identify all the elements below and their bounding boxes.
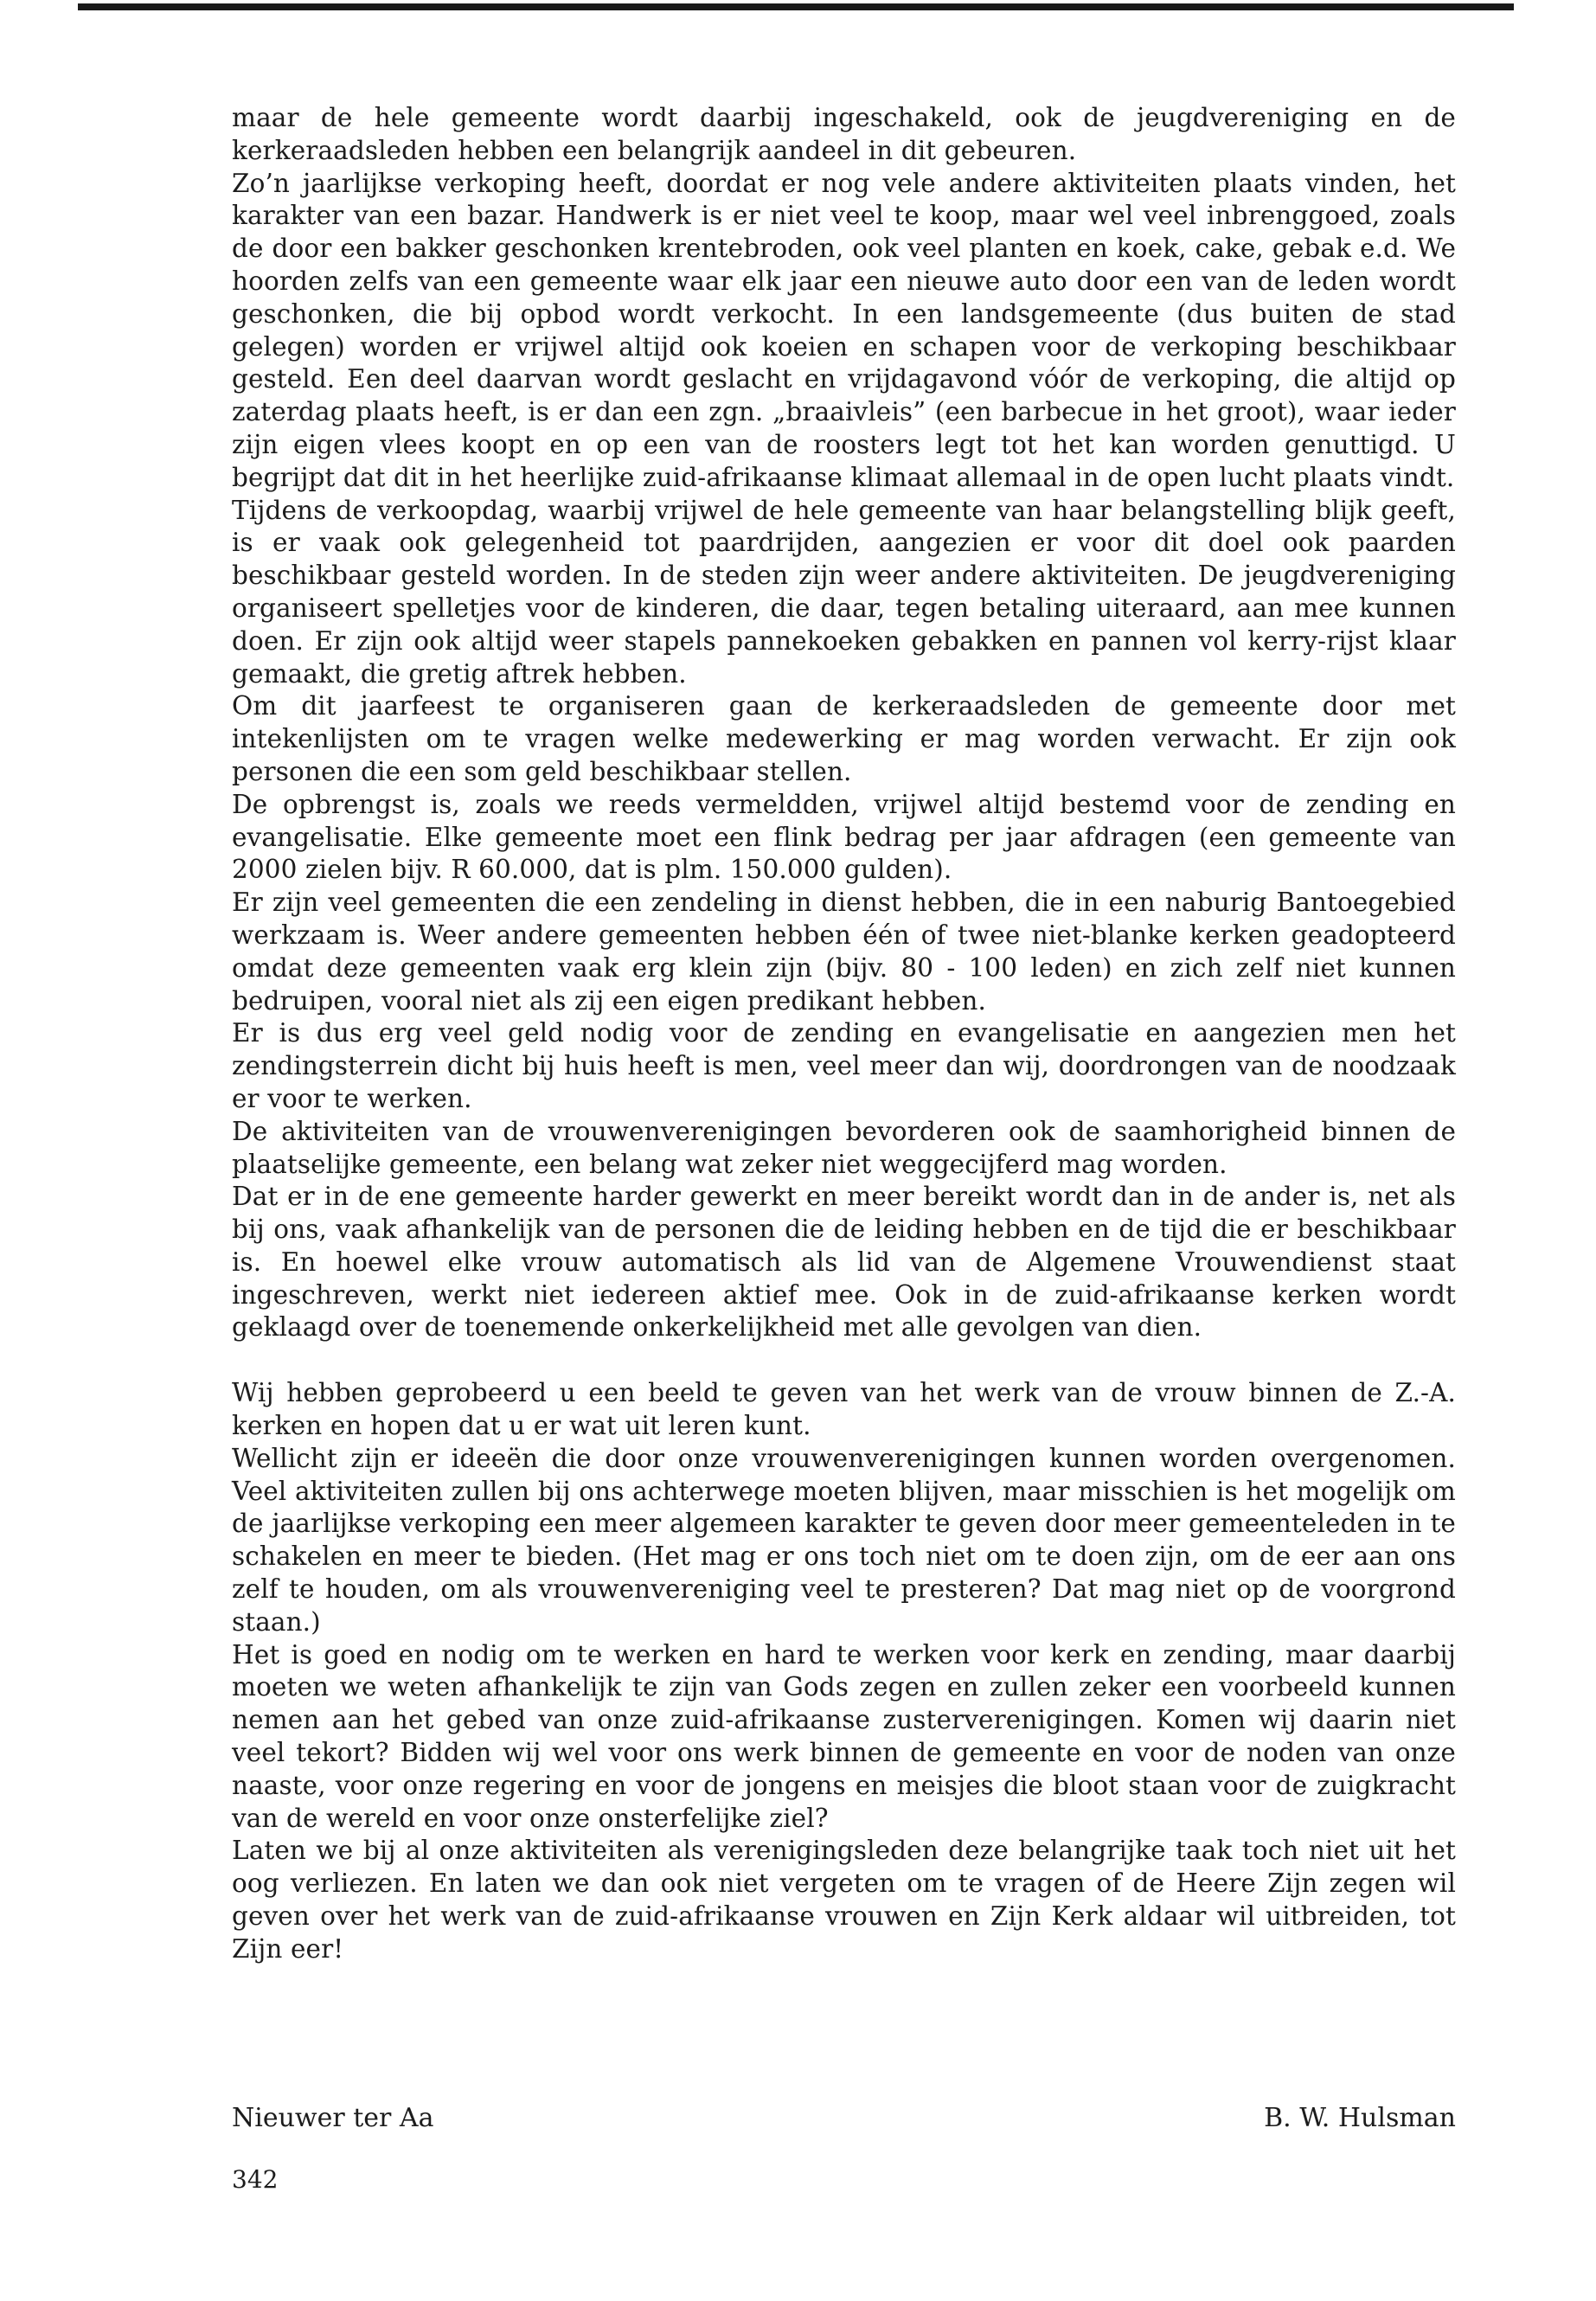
signature-line [232, 2102, 1456, 2135]
paragraph-5: De opbrengst is, zoals we reeds vermeldden, vrijwel altijd bestemd voor de zending en evangelisatie. Elke gemeente moet een flink bedrag per jaar afdragen (een gemeente van 2000 zielen bijv. R 60.000, dat is plm. 150.000 gulden). [232, 789, 1456, 885]
paragraph-13: Laten we bij al onze aktiviteiten als verenigingsleden deze belangrijke taak toch niet uit het oog verliezen. En laten we dan ook niet vergeten om te vragen of de Heere Zijn zegen wil geven over het werk van de zuid-afrikaanse vrouwen en Zijn Kerk aldaar wil uitbreiden, tot Zijn eer! [232, 1836, 1456, 1964]
paragraph-1: maar de hele gemeente wordt daarbij ingeschakeld, ook de jeugdvereniging en de kerkeraadsleden hebben een belangrijk aandeel in dit gebeuren. [232, 103, 1456, 165]
paragraph-12: Het is goed en nodig om te werken en hard te werken voor kerk en zending, maar daarbij moeten we weten afhankelijk te zijn van Gods zegen en zullen zeker een voorbeeld kunnen nemen aan het gebed van onze zuid-afrikaanse zusterverenigingen. Komen wij daarin niet veel tekort? Bidden wij wel voor ons werk binnen de gemeente en voor de noden van onze naaste, voor onze regering en voor de jongens en meisjes die bloot staan voor de zuigkracht van de wereld en voor onze onsterfelijke ziel? [232, 1639, 1456, 1833]
author-name: B. W. Hulsman [1264, 2103, 1456, 2133]
paragraph-10: Wij hebben geprobeerd u een beeld te geven van het werk van de vrouw binnen de Z.-A. kerken en hopen dat u er wat uit leren kunt. [232, 1378, 1456, 1441]
paragraph-9: Dat er in de ene gemeente harder gewerkt en meer bereikt wordt dan in de ander is, net als bij ons, vaak afhankelijk van de personen die de leiding hebben en de tijd die er beschikbaar is. En hoewel elke vrouw automatisch als lid van de Algemene Vrouwendienst staat ingeschreven, werkt niet iedereen aktief mee. Ook in de zuid-afrikaanse kerken wordt geklaagd over de toenemende onkerkelijkheid met alle gevolgen van dien. [232, 1182, 1456, 1343]
paragraph-7: Er is dus erg veel geld nodig voor de zending en evangelisatie en aangezien men het zendingsterrein dicht bij huis heeft is men, veel meer dan wij, doordrongen van de noodzaak er voor te werken. [232, 1018, 1456, 1113]
place-name: Nieuwer ter Aa [232, 2103, 434, 2133]
paragraph-6: Er zijn veel gemeenten die een zendeling in dienst hebben, die in een naburig Bantoegebied werkzaam is. Weer andere gemeenten hebben één of twee niet-blanke kerken geadopteerd omdat deze gemeenten vaak erg klein zijn (bijv. 80 - 100 leden) en zich zelf niet kunnen bedruipen, vooral niet als zij een eigen predikant hebben. [232, 888, 1456, 1016]
paragraph-4: Om dit jaarfeest te organiseren gaan de kerkeraadsleden de gemeente door met intekenlijsten om te vragen welke medewerking er mag worden verwacht. Er zijn ook personen die een som geld beschikbaar stellen. [232, 691, 1456, 786]
paragraph-2: Zo’n jaarlijkse verkoping heeft, doordat er nog vele andere aktiviteiten plaats vinden, het karakter van een bazar. Handwerk is er niet veel te koop, maar wel veel inbrenggoed, zoals de door een bakker geschonken krentebroden, ook veel planten en koek, cake, gebak e.d. We hoorden zelfs van een gemeente waar elk jaar een nieuwe auto door een van de leden wordt geschonken, die bij opbod wordt verkocht. In een landsgemeente (dus buiten de stad gelegen) worden er vrijwel altijd ook koeien en schapen voor de verkoping beschikbaar gesteld. Een deel daarvan wordt geslacht en vrijdagavond vóór de verkoping, die altijd op zaterdag plaats heeft, is er dan een zgn. „braaivleis” (een barbecue in het groot), waar ieder zijn eigen vlees koopt en op een van de roosters legt tot het kan worden genuttigd. U begrijpt dat dit in het heerlijke zuid-afrikaanse klimaat allemaal in de open lucht plaats vindt. [232, 168, 1456, 492]
article-body [232, 102, 1456, 1966]
paragraph-11: Wellicht zijn er ideeën die door onze vrouwenverenigingen kunnen worden overgenomen. Veel aktiviteiten zullen bij ons achterwege moeten blijven, maar misschien is het mogelijk om de jaarlijkse verkoping een meer algemeen karakter te geven door meer gemeenteleden in te schakelen en meer te bieden. (Het mag er ons toch niet om te doen zijn, om de eer aan ons zelf te houden, om als vrouwenvereniging veel te presteren? Dat mag niet op de voorgrond staan.) [232, 1443, 1456, 1637]
page-number: 342 [232, 2165, 279, 2194]
paragraph-3: Tijdens de verkoopdag, waarbij vrijwel de hele gemeente van haar belangstelling blijk geeft, is er vaak ook gelegenheid tot paardrijden, aangezien er voor dit doel ook paarden beschikbaar gesteld worden. In de steden zijn weer andere aktiviteiten. De jeugdvereniging organiseert spelletjes voor de kinderen, die daar, tegen betaling uiteraard, aan mee kunnen doen. Er zijn ook altijd weer stapels pannekoeken gebakken en pannen vol kerry-rijst klaar gemaakt, die gretig aftrek hebben. [232, 495, 1456, 689]
top-scan-edge-rule [78, 3, 1514, 10]
paragraph-8: De aktiviteiten van de vrouwenverenigingen bevorderen ook de saamhorigheid binnen de plaatselijke gemeente, een belang wat zeker niet weggecijferd mag worden. [232, 1116, 1456, 1179]
